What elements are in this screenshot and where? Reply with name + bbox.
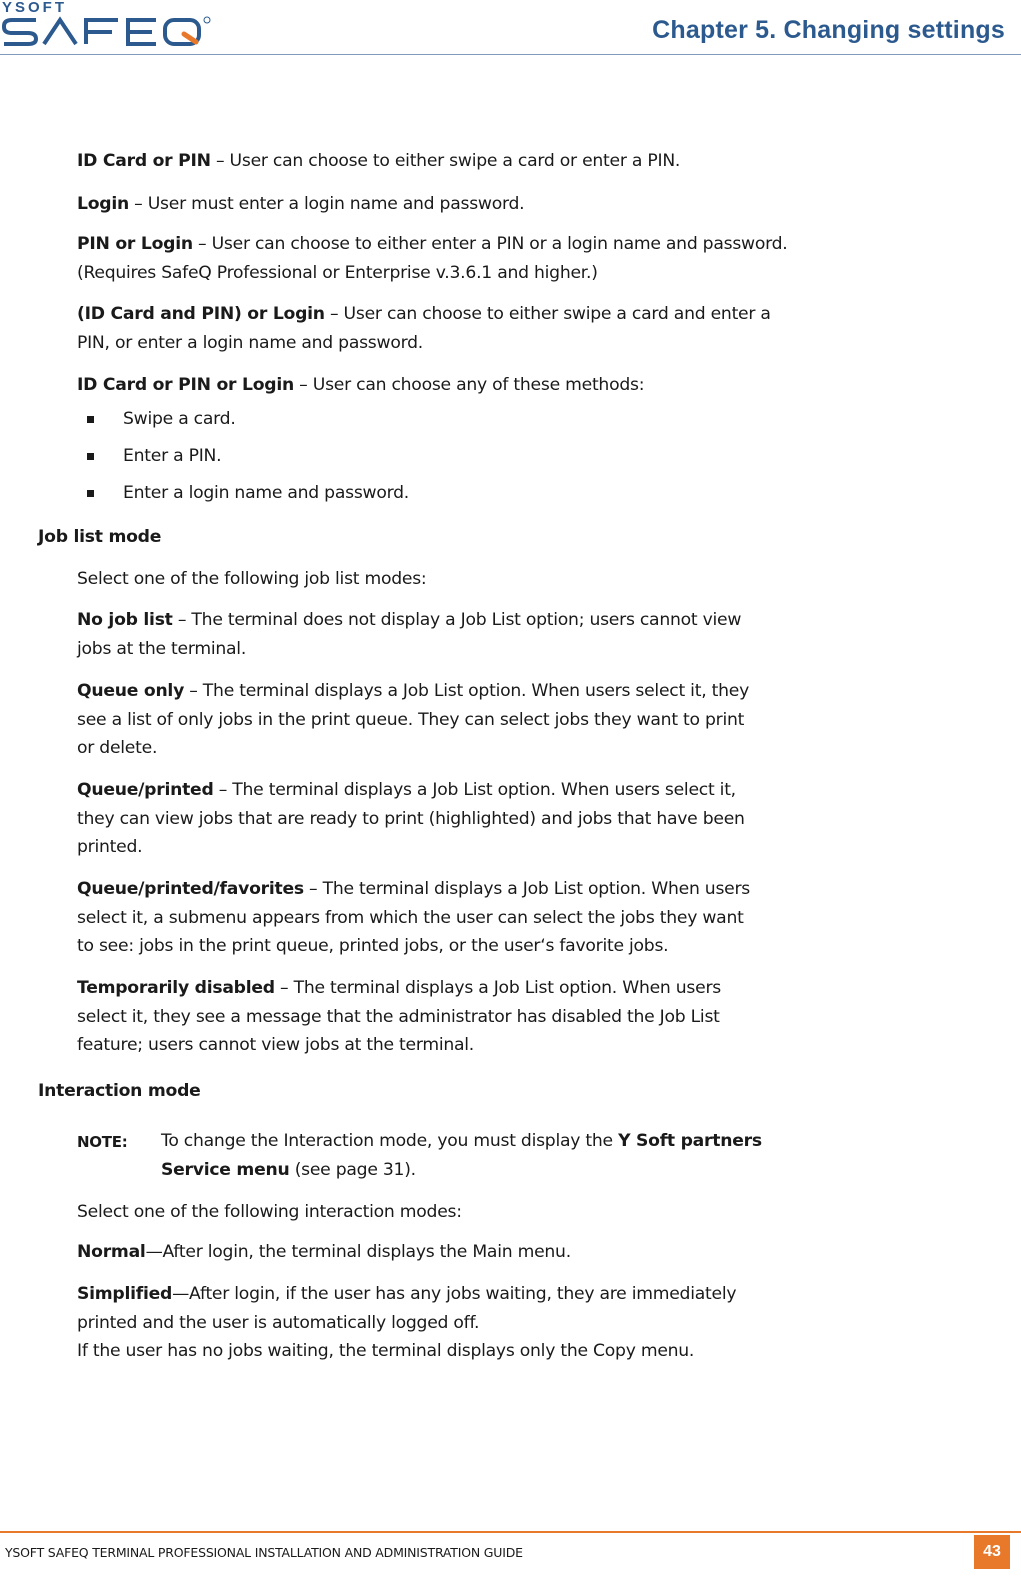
footer-divider xyxy=(0,1531,1021,1533)
chapter-title: Chapter 5. Changing settings xyxy=(652,16,1005,44)
note-label: NOTE: xyxy=(77,1133,128,1151)
bullet-square-icon xyxy=(87,490,94,497)
job-list-mode-heading: Job list mode xyxy=(38,527,162,547)
interaction-mode-simplified: Simplified—After login, if the user has any jobs waiting, they are immediately printed and the user is automatically logged off. If the user has no jobs waiting, the terminal displays only the Copy menu. xyxy=(77,1284,737,1361)
job-list-item-temporarily-disabled: Temporarily disabled – The terminal displays a Job List option. When users select it, they see a message that the administrator has disabled the Job List feature; users cannot view jobs at the terminal. xyxy=(77,978,721,1055)
interaction-mode-heading: Interaction mode xyxy=(38,1081,201,1101)
logo-ysoft-text: YSOFT xyxy=(2,0,68,16)
page-number: 43 xyxy=(974,1535,1010,1569)
bullet-square-icon xyxy=(87,416,94,423)
interaction-mode-normal: Normal—After login, the terminal displays the Main menu. xyxy=(77,1242,571,1262)
bullet-square-icon xyxy=(87,453,94,460)
job-list-item-queue-printed: Queue/printed – The terminal displays a Job List option. When users select it, they can view jobs that are ready to print (highlighted) and jobs that have been printed. xyxy=(77,780,745,857)
ysoft-safeq-logo xyxy=(0,0,215,48)
job-list-item-queue-only: Queue only – The terminal displays a Job List option. When users select it, they see a list of only jobs in the print queue. They can select jobs they want to print or delete. xyxy=(77,681,750,758)
auth-mode-card-or-pin-or-login: ID Card or PIN or Login – User can choose any of these methods: xyxy=(77,375,645,395)
interaction-intro: Select one of the following interaction modes: xyxy=(77,1202,462,1222)
auth-mode-card-and-pin-or-login: (ID Card and PIN) or Login – User can choose to either swipe a card and enter a PIN, or enter a login name and password. xyxy=(77,304,771,353)
note-text: To change the Interaction mode, you must display the Y Soft partners Service menu (see page 31). xyxy=(161,1131,762,1180)
guide-title: YSOFT SAFEQ TERMINAL PROFESSIONAL INSTALLATION AND ADMINISTRATION GUIDE xyxy=(5,1545,523,1560)
job-list-item-no-job-list: No job list – The terminal does not display a Job List option; users cannot view jobs at the terminal. xyxy=(77,610,742,659)
auth-mode-login: Login – User must enter a login name and password. xyxy=(77,194,525,214)
job-list-item-queue-printed-favorites: Queue/printed/favorites – The terminal displays a Job List option. When users select it, a submenu appears from which the user can select the jobs they want to see: jobs in the print queue, printed jobs, or the user‘s favorite jobs. xyxy=(77,879,751,956)
auth-mode-id-card-or-pin: ID Card or PIN – User can choose to either swipe a card or enter a PIN. xyxy=(77,151,681,171)
job-list-intro: Select one of the following job list modes: xyxy=(77,569,427,589)
auth-mode-pin-or-login: PIN or Login – User can choose to either enter a PIN or a login name and password. (Requires SafeQ Professional or Enterprise v.3.6.1 and higher.) xyxy=(77,234,788,283)
header-divider xyxy=(0,54,1021,55)
